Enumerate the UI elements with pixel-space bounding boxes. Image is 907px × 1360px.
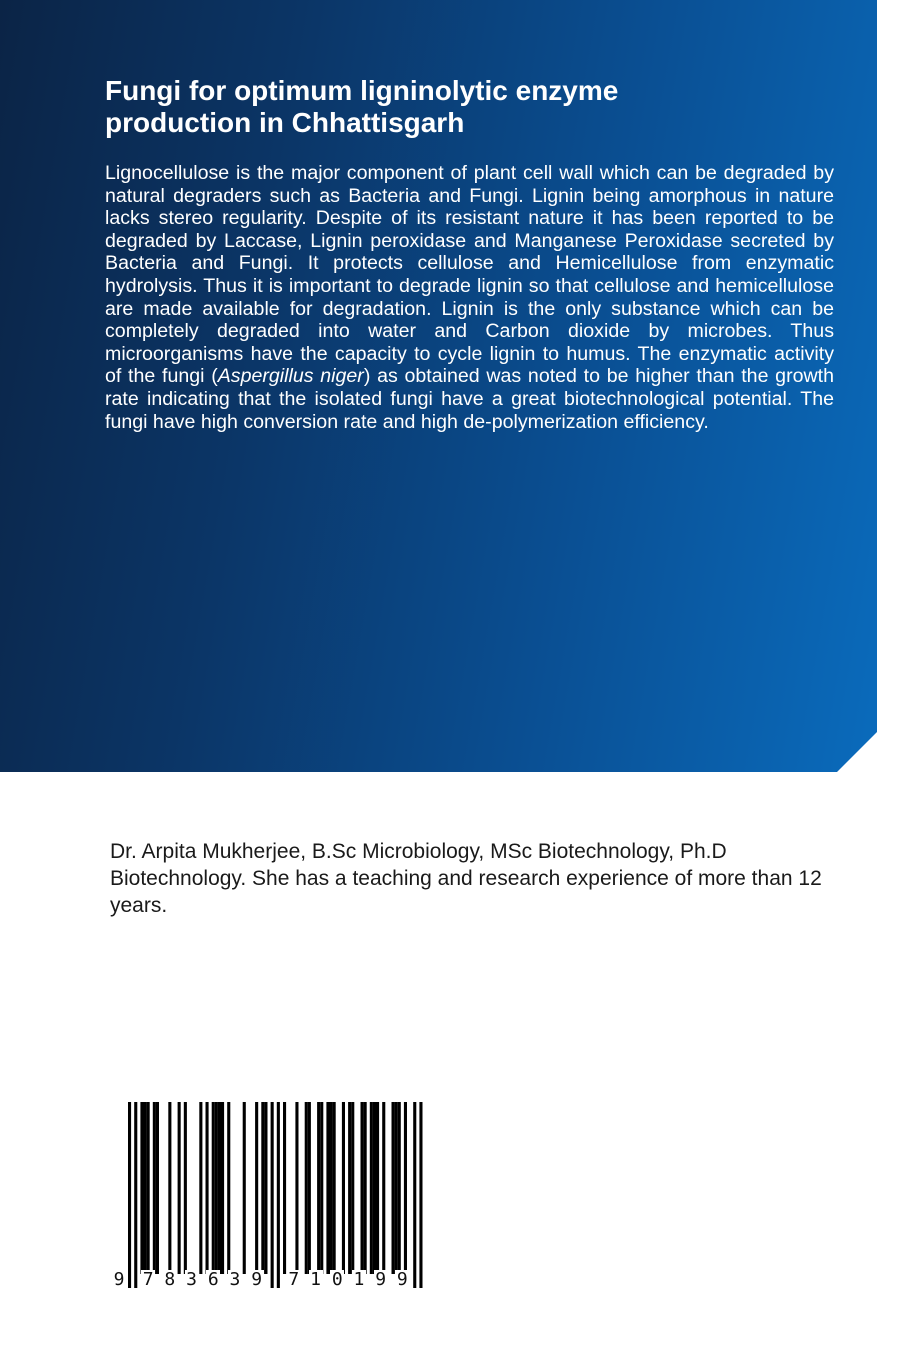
barcode-digit: 1 <box>310 1269 321 1290</box>
barcode-bar <box>206 1102 209 1274</box>
barcode-bar <box>348 1102 351 1274</box>
barcode-digit: 3 <box>186 1269 197 1290</box>
barcode-bar <box>419 1102 422 1288</box>
abstract-text-end: ) as obtained was noted to be higher than the growth rate indicating that the isolated fungi have a great biotechnological potential. The fungi have high conversion rate and high de-polymerization efficiency. <box>105 365 834 433</box>
barcode-bar <box>271 1102 274 1288</box>
title-line-2: production in Chhattisgarh <box>105 107 465 138</box>
isbn-barcode <box>112 1100 432 1290</box>
barcode-bar <box>153 1102 156 1274</box>
barcode-digit: 9 <box>375 1269 387 1290</box>
barcode-bar <box>413 1102 416 1288</box>
barcode-digit: 1 <box>353 1269 365 1290</box>
barcode-bar <box>364 1102 367 1274</box>
barcode-bar <box>373 1102 376 1274</box>
barcode-digit: 9 <box>251 1269 263 1290</box>
barcode-bar <box>295 1102 298 1274</box>
barcode-bar <box>227 1102 230 1274</box>
barcode-bar <box>184 1102 187 1274</box>
barcode-bar <box>264 1102 267 1274</box>
barcode-bar <box>168 1102 171 1274</box>
barcode-bar <box>128 1102 131 1288</box>
barcode-bar <box>376 1102 379 1274</box>
book-title <box>105 75 835 139</box>
barcode-bar <box>305 1102 308 1274</box>
barcode-bar <box>221 1102 224 1274</box>
author-bio: Dr. Arpita Mukherjee, B.Sc Microbiology, MSc Biotechnology, Ph.D Biotechnology. She has a teaching and research experience of more than 12 years. <box>110 840 822 917</box>
barcode-bar <box>156 1102 159 1274</box>
title-line-1: Fungi for optimum ligninolytic enzyme <box>105 75 619 106</box>
barcode-bar <box>140 1102 143 1274</box>
barcode-bar <box>361 1102 364 1274</box>
barcode-bar <box>382 1102 385 1274</box>
barcode-bar <box>255 1102 258 1274</box>
barcode-bar <box>261 1102 264 1274</box>
abstract-text-start: Lignocellulose is the major component of plant cell wall which can be degraded by natural degraders such as Bacteria and Fungi. Lignin being amorphous in nature lacks stereo regularity. Despite of its resistant nature it has been reported to be degraded by Laccase, Lignin peroxidase and Manganese Peroxidase secreted by Bacteria and Fungi. It protects cellulose and Hemicellulose from enzymatic hydrolysis. Thus it is important to degrade lignin so that cellulose and hemicellulose are made available for degradation. Lignin is the only substance which can be completely degraded into water and Carbon dioxide by microbes. Thus microorganisms have the capacity to cycle lignin to humus. The enzymatic activity of the fungi ( <box>105 162 834 388</box>
barcode-bar <box>404 1102 407 1274</box>
barcode-bar <box>308 1102 311 1274</box>
barcode-bar <box>218 1102 221 1274</box>
barcode-digit: 7 <box>288 1269 300 1290</box>
barcode-bar <box>330 1102 333 1274</box>
barcode-bar <box>144 1102 147 1274</box>
barcode-bar <box>326 1102 329 1274</box>
barcode-bar <box>392 1102 395 1274</box>
book-abstract <box>105 162 834 433</box>
barcode-bar <box>317 1102 320 1274</box>
barcode-bar <box>134 1102 137 1288</box>
barcode-digit: 0 <box>331 1269 343 1290</box>
barcode-bar <box>370 1102 373 1274</box>
barcode-bar <box>351 1102 354 1274</box>
barcode-bar <box>243 1102 246 1274</box>
barcode-bar <box>283 1102 286 1274</box>
barcode-bar <box>215 1102 218 1274</box>
barcode-bar <box>342 1102 345 1274</box>
barcode-bar <box>395 1102 398 1274</box>
barcode-digit: 6 <box>207 1269 219 1290</box>
barcode-bar <box>178 1102 181 1274</box>
barcode-digit: 7 <box>142 1269 154 1290</box>
barcode-bar <box>147 1102 150 1274</box>
barcode-digit: 9 <box>113 1269 125 1290</box>
barcode-digit: 9 <box>396 1269 408 1290</box>
barcode-bar <box>199 1102 202 1274</box>
barcode-digit: 8 <box>164 1269 176 1290</box>
barcode-bar <box>277 1102 280 1288</box>
barcode-bar <box>320 1102 323 1274</box>
barcode-bars <box>112 1100 432 1290</box>
abstract-species-name: Aspergillus niger <box>217 365 364 388</box>
barcode-bar <box>333 1102 336 1274</box>
barcode-bar <box>212 1102 215 1274</box>
barcode-bar <box>398 1102 401 1274</box>
barcode-digit: 3 <box>229 1269 241 1290</box>
